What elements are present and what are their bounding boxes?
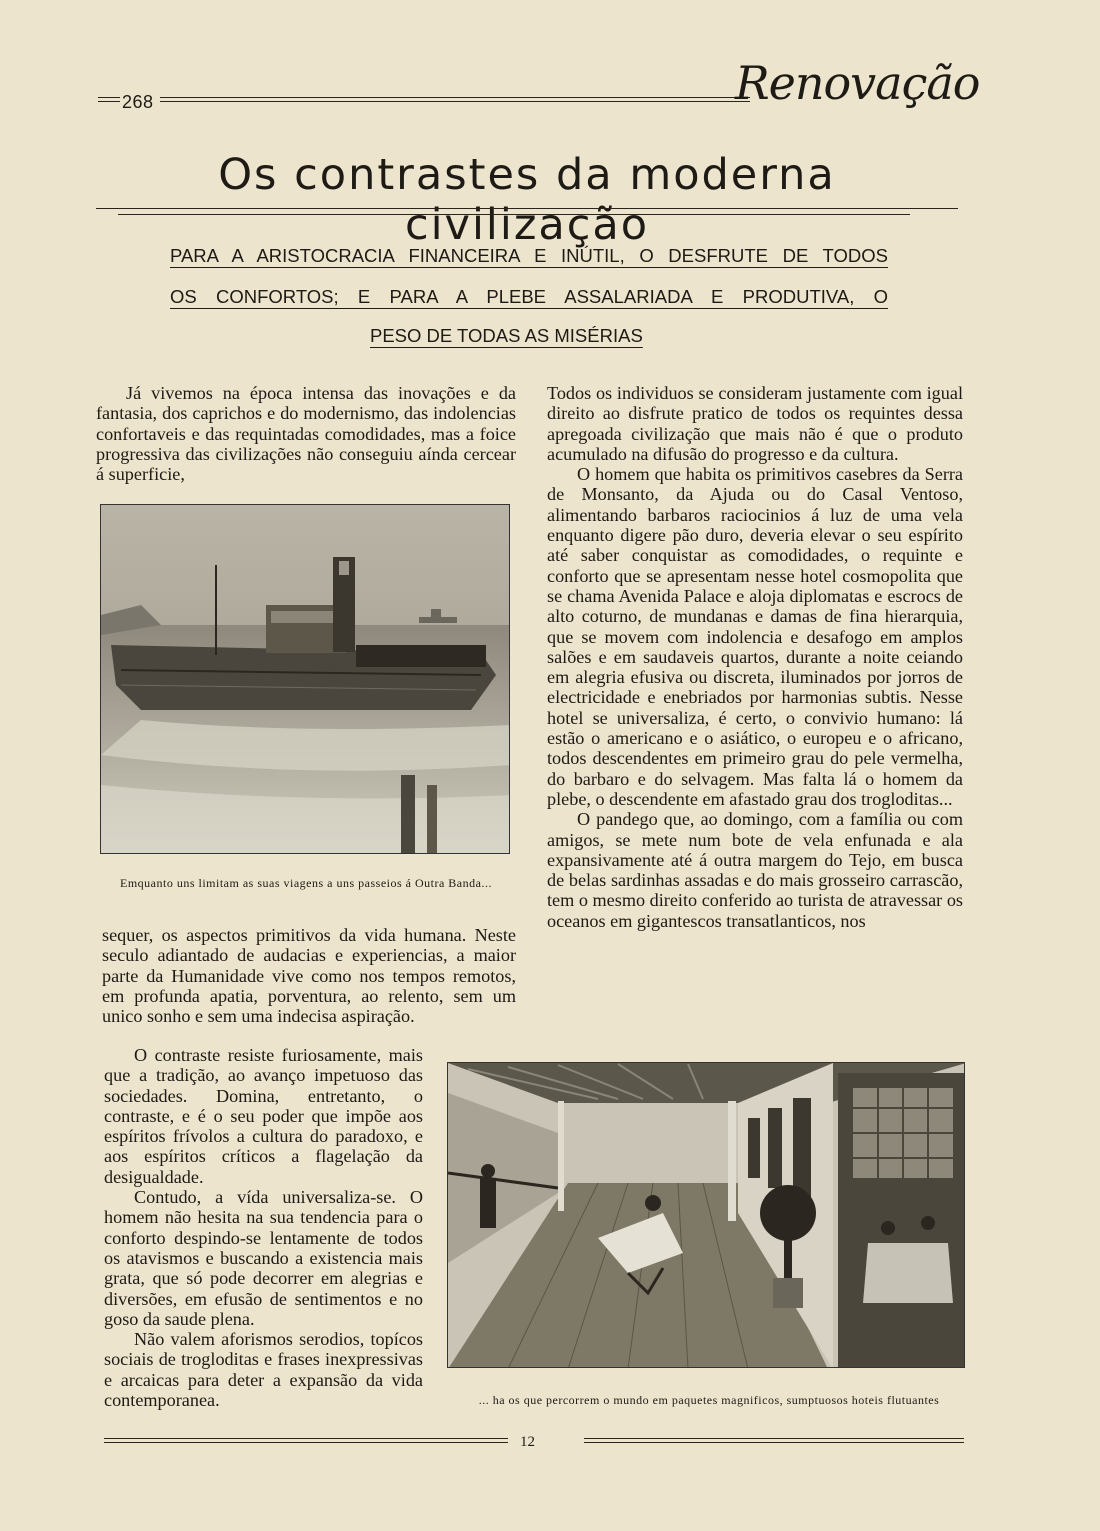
right-column xyxy=(547,383,963,931)
footer-rule-right xyxy=(584,1438,964,1443)
subtitle-line-3: PESO DE TODAS AS MISÉRIAS xyxy=(370,325,643,346)
magazine-logo xyxy=(735,56,979,110)
ferry-boat-photo xyxy=(100,504,510,854)
paragraph: O contraste resiste furiosamente, mais que a tradição, ao avanço impetuoso das sociedades. Domina, entretanto, o contraste, e é o seu poder que impõe aos espíritos frívolos a cultura do paradoxo, e aos espíritos críticos a flagelação da desigualdade. xyxy=(104,1045,423,1187)
header-rule-left-short xyxy=(98,97,120,102)
header-rule xyxy=(160,97,750,102)
page-number: 268 xyxy=(122,92,154,112)
title-rule-top xyxy=(96,208,958,209)
article-title: Os contrastes da moderna civilização xyxy=(218,150,836,250)
photo-caption-1: Emquanto uns limitam as suas viagens a uns passeios á Outra Banda... xyxy=(120,876,492,890)
paragraph: Todos os individuos se consideram justamente com igual direito ao disfrute pratico de todos os requintes dessa apregoada civilização que mais não é que o produto acumulado na difusão do progresso e da cultura. xyxy=(547,383,963,464)
left-column-intro xyxy=(96,383,516,484)
left-column-continued xyxy=(102,925,516,1026)
subtitle-line-1: PARA A ARISTOCRACIA FINANCEIRA E INÚTIL, O DESFRUTE DE TODOS xyxy=(170,245,888,266)
title-rule-bottom xyxy=(118,214,910,215)
left-column-bottom xyxy=(104,1045,423,1410)
ferry-boat-illustration xyxy=(101,505,510,854)
paragraph: sequer, os aspectos primitivos da vida humana. Neste seculo adiantado de audacias e experiencias, a maior parte da Humanidade vive como nos tempos remotos, em profunda apatia, porventura, ao relento, sem um unico sonho e sem uma indecisa aspiração. xyxy=(102,925,516,1027)
ship-deck-illustration xyxy=(448,1063,965,1368)
paragraph: O pandego que, ao domingo, com a família ou com amigos, se mete num bote de vela enfunada e ala expansivamente até á outra margem do Tejo, em busca de belas sardinhas assadas e do mais grosseiro carrascão, tem o mesmo direito conferido ao turista de atravessar os oceanos em gigantescos transatlanticos, nos xyxy=(547,809,963,931)
magazine-title: Renovação xyxy=(735,56,980,110)
footer-rule-left xyxy=(104,1438,508,1443)
paragraph: O homem que habita os primitivos casebres da Serra de Monsanto, da Ajuda ou do Casal Ventoso, alimentando barbaros raciocinios á luz de uma vela enquanto digere pão duro, deveria elevar o seu espírito até saber conquistar as comodidades, o requinte e conforto que se apresentam nesse hotel cosmopolita que se chama Avenida Palace e aloja diplomatas e escrocs de alto coturno, de mundanas e damas de fina hierarquia, que se movem com indolencia e desafogo em amplos salões e em saudaveis quartos, durante a noite ceiando em alegria efusiva ou discreta, iluminados por jorros de electricidade e enebriados por harmonias subtis. Nesse hotel se universaliza, é certo, o convivio humano: lá estão o americano e o asiático, o europeu e o africano, todos descendentes em primeiro grau do pele vermelha, do barbaro e do selvagem. Mas falta lá o homem da plebe, o descendente em afastado grau dos trogloditas... xyxy=(547,464,963,809)
ship-deck-photo xyxy=(447,1062,965,1368)
footer-page-number: 12 xyxy=(520,1434,535,1450)
paragraph: Não valem aforismos serodios, topícos sociais de trogloditas e frases inexpressivas e arcaicas para deter a expansão da vida contemporanea. xyxy=(104,1329,423,1411)
subtitle-line-2: OS CONFORTOS; E PARA A PLEBE ASSALARIADA E PRODUTIVA, O xyxy=(170,286,888,307)
photo-caption-2: ... ha os que percorrem o mundo em paquetes magnificos, sumptuosos hoteis flutuantes xyxy=(478,1393,940,1407)
paragraph: Contudo, a vída universaliza-se. O homem não hesita na sua tendencia para o conforto despindo-se lentamente de todos os atavismos e buscando a existencia mais grata, que só pode decorrer em alegrias e diversões, em efusão de sentimentos e no goso da saude plena. xyxy=(104,1187,423,1329)
paragraph: Já vivemos na época intensa das inovações e da fantasia, dos caprichos e do modernismo, das indolencias confortaveis e das requintadas comodidades, mas a foice progressiva das civilizações não conseguiu aínda cercear á superficie, xyxy=(96,383,516,485)
